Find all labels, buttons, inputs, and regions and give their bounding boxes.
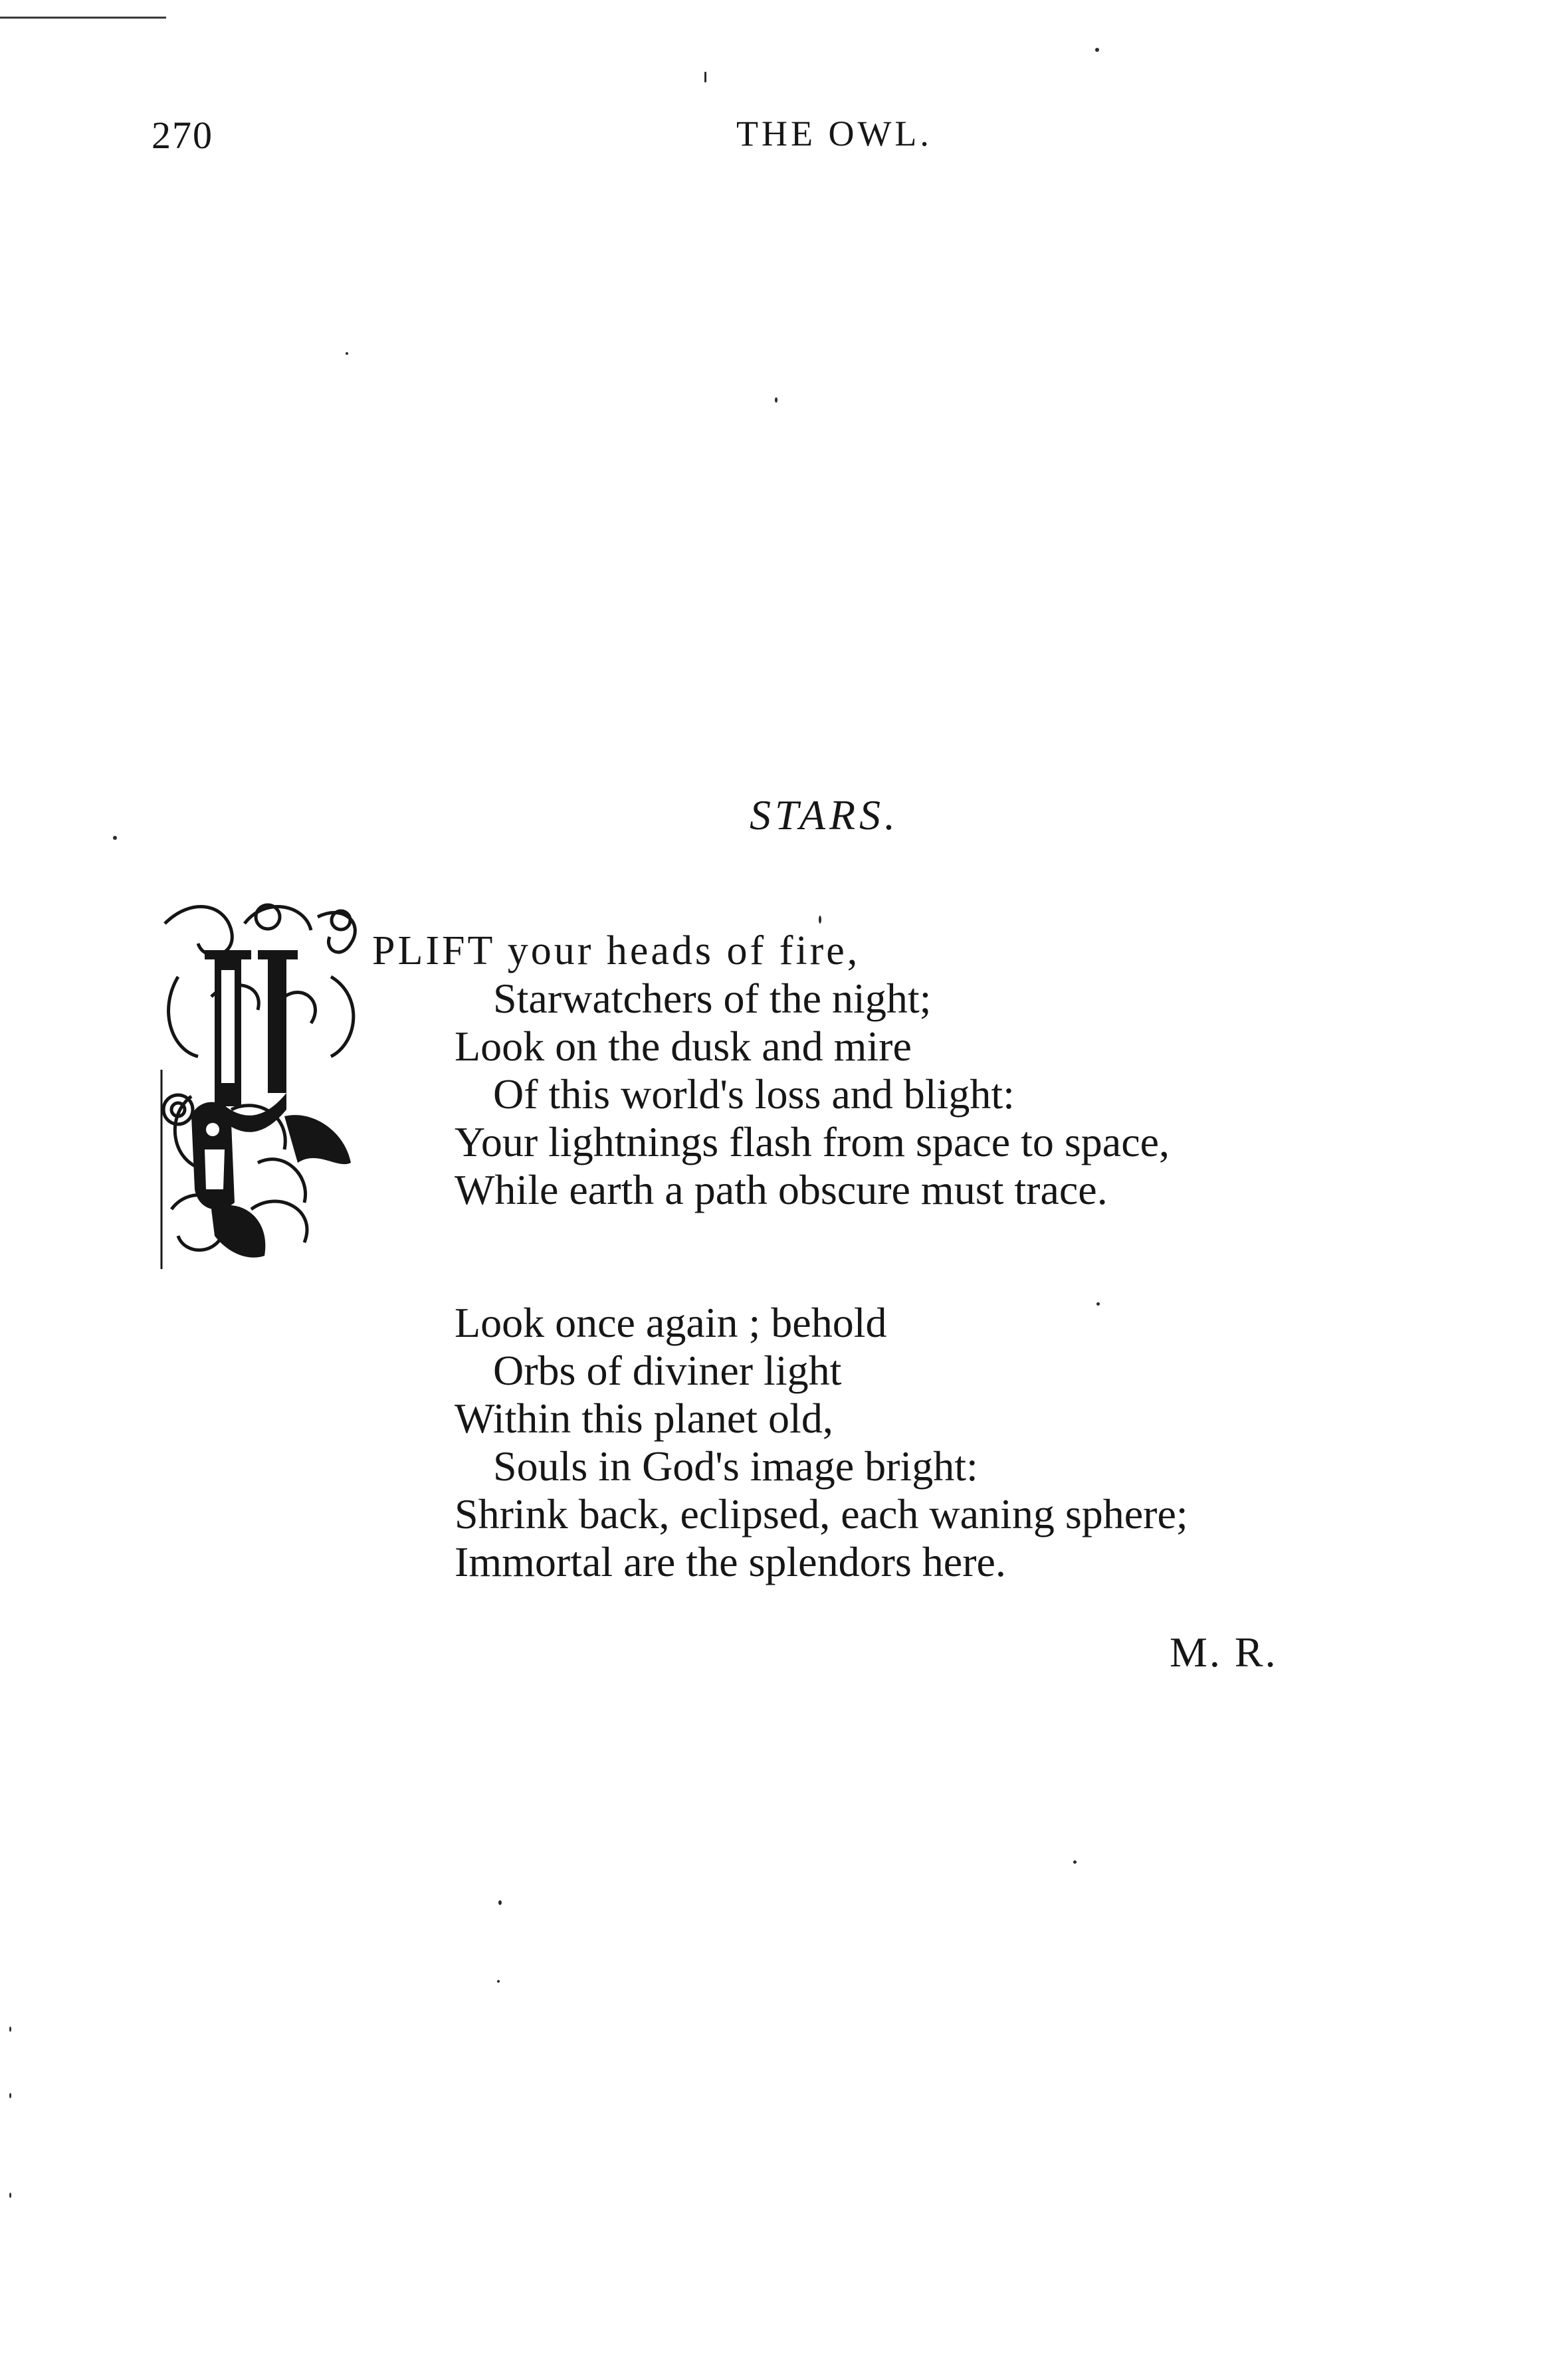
scan-speck <box>497 1980 500 1983</box>
poem-line: Your lightnings flash from space to space, <box>455 1118 1170 1165</box>
scan-speck <box>1095 48 1099 52</box>
scan-speck <box>498 1900 502 1905</box>
poem-title: STARS. <box>750 791 900 839</box>
top-rule <box>0 17 166 19</box>
scan-speck <box>9 2093 11 2098</box>
scan-speck <box>704 72 706 82</box>
poem-line: Shrink back, eclipsed, each waning sphere; <box>455 1490 1188 1537</box>
poem-line: While earth a path obscure must trace. <box>455 1166 1108 1213</box>
poem-line: Of this world's loss and blight: <box>493 1070 1015 1118</box>
poem-line: Immortal are the splendors here. <box>455 1538 1006 1585</box>
scan-speck <box>346 352 348 355</box>
poem-line: Orbs of diviner light <box>493 1347 842 1394</box>
scan-speck <box>819 916 821 924</box>
poem-line: Souls in God's image bright: <box>493 1442 978 1490</box>
poem-line: Look on the dusk and mire <box>455 1023 912 1070</box>
illuminated-initial <box>152 897 371 1269</box>
running-head: THE OWL. <box>736 114 932 153</box>
poem-line: Look once again ; behold <box>455 1299 887 1346</box>
poem-line: PLIFT your heads of fire, <box>372 928 861 973</box>
poem-line: Within this planet old, <box>455 1395 833 1442</box>
scan-speck <box>9 2193 11 2198</box>
scan-speck <box>1096 1302 1100 1306</box>
scan-speck <box>9 2027 11 2032</box>
scan-speck <box>775 397 777 403</box>
author-signature: M. R. <box>1170 1629 1278 1676</box>
scan-speck <box>1073 1860 1077 1864</box>
ornament-initial-icon <box>152 897 371 1269</box>
page-number: 270 <box>152 114 213 157</box>
poem-line: Starwatchers of the night; <box>493 975 932 1022</box>
scan-speck <box>113 836 117 840</box>
